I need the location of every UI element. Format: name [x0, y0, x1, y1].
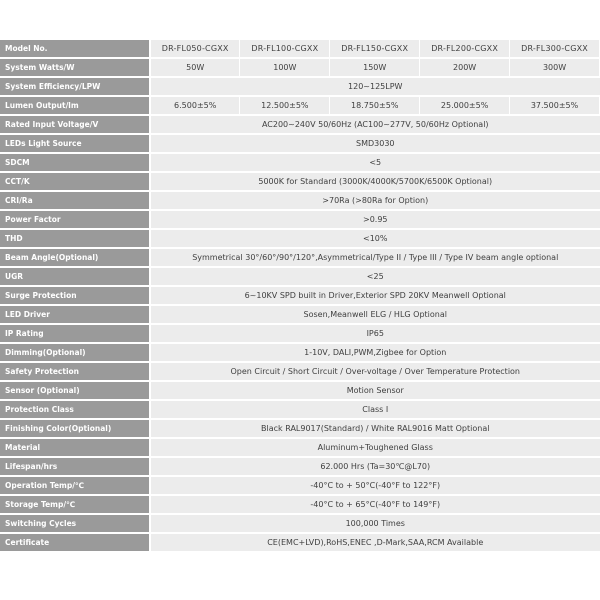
row-value: >70Ra (>80Ra for Option) — [150, 191, 600, 210]
row-lifespan — [0, 457, 600, 476]
row-label: Storage Temp/℃ — [0, 495, 150, 514]
row-label: Lifespan/hrs — [0, 457, 150, 476]
row-value: IP65 — [150, 324, 600, 343]
row-label: Switching Cycles — [0, 514, 150, 533]
row-label: Dimming(Optional) — [0, 343, 150, 362]
row-value: Class Ⅰ — [150, 400, 600, 419]
row-certificate — [0, 533, 600, 552]
lumen-cell: 18.750±5% — [330, 96, 420, 115]
row-label: Certificate — [0, 533, 150, 552]
row-ip-rating — [0, 324, 600, 343]
row-lumen-output — [0, 96, 600, 115]
row-sensor — [0, 381, 600, 400]
row-sdcm — [0, 153, 600, 172]
watts-cell: 50W — [150, 58, 240, 77]
row-label: System Efficiency/LPW — [0, 77, 150, 96]
row-value: >0.95 — [150, 210, 600, 229]
row-beam-angle — [0, 248, 600, 267]
row-value: SMD3030 — [150, 134, 600, 153]
row-label: System Watts/W — [0, 58, 150, 77]
row-value: <25 — [150, 267, 600, 286]
row-label: Safety Protection — [0, 362, 150, 381]
row-label: Surge Protection — [0, 286, 150, 305]
watts-cell: 300W — [510, 58, 600, 77]
row-label: CRI/Ra — [0, 191, 150, 210]
watts-cell: 150W — [330, 58, 420, 77]
row-light-source — [0, 134, 600, 153]
row-cri — [0, 191, 600, 210]
row-label: SDCM — [0, 153, 150, 172]
model-cell: DR-FL100-CGXX — [240, 40, 330, 58]
row-label: THD — [0, 229, 150, 248]
row-surge-protection — [0, 286, 600, 305]
row-label: Material — [0, 438, 150, 457]
row-finishing-color — [0, 419, 600, 438]
row-value: Motion Sensor — [150, 381, 600, 400]
row-value: Black RAL9017(Standard) / White RAL9016 Matt Optional — [150, 419, 600, 438]
row-label: Operation Temp/℃ — [0, 476, 150, 495]
row-label: Lumen Output/lm — [0, 96, 150, 115]
row-label: Protection Class — [0, 400, 150, 419]
row-switching-cycles — [0, 514, 600, 533]
row-rated-input-voltage — [0, 115, 600, 134]
watts-cell: 100W — [240, 58, 330, 77]
row-label: IP Rating — [0, 324, 150, 343]
lumen-cell: 6.500±5% — [150, 96, 240, 115]
row-label: UGR — [0, 267, 150, 286]
row-value: AC200~240V 50/60Hz (AC100~277V, 50/60Hz Optional) — [150, 115, 600, 134]
row-ugr — [0, 267, 600, 286]
row-value: <5 — [150, 153, 600, 172]
row-model-no — [0, 40, 600, 58]
row-value: 1-10V, DALI,PWM,Zigbee for Option — [150, 343, 600, 362]
model-cell: DR-FL050-CGXX — [150, 40, 240, 58]
row-material — [0, 438, 600, 457]
row-value: 100,000 Times — [150, 514, 600, 533]
row-label: Sensor (Optional) — [0, 381, 150, 400]
row-label: Finishing Color(Optional) — [0, 419, 150, 438]
row-safety-protection — [0, 362, 600, 381]
row-value: 62.000 Hrs (Ta=30℃@L70) — [150, 457, 600, 476]
row-thd — [0, 229, 600, 248]
row-power-factor — [0, 210, 600, 229]
row-value: Open Circuit / Short Circuit / Over-voltage / Over Temperature Protection — [150, 362, 600, 381]
row-value: 5000K for Standard (3000K/4000K/5700K/6500K Optional) — [150, 172, 600, 191]
row-value: <10% — [150, 229, 600, 248]
row-value: 120~125LPW — [150, 77, 600, 96]
row-cct — [0, 172, 600, 191]
row-label: Power Factor — [0, 210, 150, 229]
row-value: 6~10KV SPD built in Driver,Exterior SPD 20KV Meanwell Optional — [150, 286, 600, 305]
row-system-efficiency — [0, 77, 600, 96]
row-label: Beam Angle(Optional) — [0, 248, 150, 267]
row-label: Model No. — [0, 40, 150, 58]
lumen-cell: 12.500±5% — [240, 96, 330, 115]
row-value: -40°C to + 65°C(-40°F to 149°F) — [150, 495, 600, 514]
row-protection-class — [0, 400, 600, 419]
row-value: Sosen,Meanwell ELG / HLG Optional — [150, 305, 600, 324]
row-label: LED Driver — [0, 305, 150, 324]
row-led-driver — [0, 305, 600, 324]
row-value: Symmetrical 30°/60°/90°/120°,Asymmetrical/Type II / Type III / Type IV beam angle optional — [150, 248, 600, 267]
row-value: CE(EMC+LVD),RoHS,ENEC ,D-Mark,SAA,RCM Available — [150, 533, 600, 552]
spec-table — [0, 40, 600, 553]
watts-cell: 200W — [420, 58, 510, 77]
row-label: CCT/K — [0, 172, 150, 191]
lumen-cell: 37.500±5% — [510, 96, 600, 115]
row-value: -40°C to + 50°C(-40°F to 122°F) — [150, 476, 600, 495]
model-cell: DR-FL150-CGXX — [330, 40, 420, 58]
row-dimming — [0, 343, 600, 362]
row-label: LEDs Light Source — [0, 134, 150, 153]
row-system-watts — [0, 58, 600, 77]
model-cell: DR-FL200-CGXX — [420, 40, 510, 58]
row-label: Rated Input Voltage/V — [0, 115, 150, 134]
model-cell: DR-FL300-CGXX — [510, 40, 600, 58]
row-operation-temp — [0, 476, 600, 495]
row-storage-temp — [0, 495, 600, 514]
row-value: Aluminum+Toughened Glass — [150, 438, 600, 457]
lumen-cell: 25.000±5% — [420, 96, 510, 115]
